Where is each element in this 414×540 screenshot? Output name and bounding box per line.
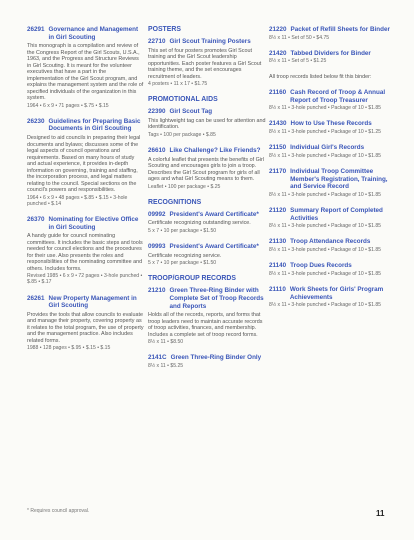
item-title: How to Use These Records [290,120,372,128]
entry-header [148,108,266,116]
item-spec: Tags • 100 per package • $.85 [148,131,216,138]
item-code: 26261 [27,294,45,302]
catalog-entry [269,262,390,277]
item-title: Work Sheets for Girls' Program Achievements [289,286,384,301]
entry-header [269,238,390,246]
entry-header [148,243,266,251]
entry-header [269,262,390,270]
item-title: Individual Girl's Records [290,144,365,152]
item-code: 26230 [27,117,45,125]
entry-header [269,26,390,34]
item-title: Girl Scout Training Posters [169,38,251,45]
item-code: 26291 [27,26,45,33]
item-code: 09993 [148,243,166,251]
item-code: 21420 [269,49,287,57]
item-code: 21430 [269,120,287,128]
item-spec: 1988 • 128 pages • $.95 • $.15 • $.15 [27,345,111,352]
item-description: All troop records listed below fit this binder: [269,73,372,80]
item-title: Cash Record of Troop & Annual Report of Troop Treasurer [290,89,386,104]
catalog-entry [148,287,266,345]
item-description: This set of four posters promotes Girl Scout training and the Girl Scout leadership opportunities. Each poster features a Girl Scout training theme, and the set encourages recruitment of leaders. [148,47,262,80]
entry-header [27,118,144,133]
catalog-entry [148,108,266,138]
column-left [27,26,144,360]
item-spec: 8½ x 11 • 3-hole punched • Package of 10 • $1.85 [269,270,382,277]
entry-header [269,144,390,152]
entry-header [148,147,266,155]
entry-header [269,168,390,191]
column-right [269,26,390,317]
item-title: Troop Attendance Records [290,238,371,246]
section-heading: PROMOTIONAL AIDS [148,96,218,104]
item-code: 26610 [148,147,166,155]
item-spec: 5 x 7 • 10 per package • $1.50 [148,227,217,234]
item-code: 21170 [269,168,287,176]
item-code: 26370 [27,215,45,223]
item-spec: 8½ x 11 • 3-hole punched • Package of 10 • $1.85 [269,105,382,112]
catalog-entry [269,238,390,253]
item-description: This lightweight tag can be used for attention and identification. [148,117,266,131]
item-spec: 1964 • 6 x 9 • 48 pages • $.85 • $.15 • 3-hole punched • $.14 [27,194,128,207]
catalog-entry [269,74,390,81]
section-heading: TROOP/GROUP RECORDS [148,275,236,283]
catalog-entry [269,286,390,308]
item-title: Tabbed Dividers for Binder [290,49,371,57]
entry-header [269,207,390,222]
item-code: 21220 [269,26,287,33]
item-spec: 8½ x 11 • $5.25 [148,363,184,370]
item-spec: 8½ x 11 • Set of 5 • $1.25 [269,58,327,65]
item-spec: 5 x 7 • 10 per package • $1.50 [148,260,217,267]
item-title: President's Award Certificate* [169,243,259,251]
item-title: Troop Dues Records [290,262,352,270]
entry-header [27,26,144,41]
catalog-entry [269,144,390,159]
item-title: Green Three-Ring Binder with Complete Set of Troop Records and Reports [169,287,264,310]
catalog-entry [27,216,144,286]
item-description: Certificate recognizing outstanding service. [148,220,251,227]
item-title: Girl Scout Tag [169,108,213,116]
item-title: Individual Troop Committee Member's Registration, Training, and Service Record [290,168,388,191]
item-title: President's Award Certificate* [169,210,259,218]
item-title: New Property Management in Girl Scouting [48,294,137,310]
item-spec: Leaflet • 100 per package • $.25 [148,183,221,190]
entry-header [269,120,390,128]
item-code: 21160 [269,89,287,97]
item-description: Designed to aid councils in preparing their legal documents and bylaws; discusses some of the legal aspects of council operations and requirements. Based on many hours of study and actual experience, it provides in-depth information on governing, training and staffing, the incorporation process, and legal matters relating to the council. Special sections on the council's powers and responsibilities. [27,135,141,194]
item-title: Like Challenge? Like Friends? [169,147,261,155]
item-code: 21210 [148,287,166,295]
item-code: 22710 [148,38,166,45]
item-title: Nominating for Elective Office in Girl Scouting [48,215,139,231]
item-title: Governance and Management in Girl Scouting [48,26,139,41]
item-spec: 1964 • 6 x 9 • 71 pages • $.75 • $.15 [27,102,109,109]
item-description: A colorful leaflet that presents the benefits of Girl Scouting and encourages girls to join a troop. Describes the Girl Scout program for girls of all ages and what Girl Scouting means to them. [148,156,264,183]
item-code: 2141C [148,354,167,362]
item-title: Packet of Refill Sheets for Binder [290,26,390,33]
item-code: 21130 [269,238,287,246]
entry-header [269,286,390,301]
catalog-entry [269,207,390,229]
item-description: This monograph is a compilation and review of the Congress Report of the Girl Scouts, U.S.A., 1963, and the Progress and Structure Reviews in Girl Scouting. It is meant for the volunteer executives that have a part in the implementation of the Girl Scout program, and explains the management system and the role of specified individuals of the organization in this system. [27,43,144,102]
item-spec: Revised 1985 • 6 x 9 • 72 pages • 3-hole punched • $.85 • $.17 [27,273,143,286]
catalog-entry [148,211,266,234]
item-code: 22390 [148,108,166,116]
catalog-entry [269,26,390,41]
item-code: 21140 [269,262,287,270]
item-spec: 4 posters • 11 x 17 • $1.75 [148,81,208,88]
section-heading: POSTERS [148,26,181,33]
item-spec: 8½ x 11 • Set of 50 • $4.75 [269,34,330,41]
catalog-entry [148,354,266,369]
catalog-entry [148,243,266,266]
item-code: 09992 [148,210,166,218]
item-code: 21150 [269,144,287,152]
item-spec: 8½ x 11 • 3-hole punched • Package of 10 • $1.25 [269,129,382,136]
footnote: * Requires council approval. [27,508,90,514]
entry-header [148,287,266,310]
catalog-entry [148,38,266,87]
item-title: Green Three-Ring Binder Only [170,354,262,362]
section-heading: RECOGNITIONS [148,198,202,206]
item-spec: 8½ x 11 • 3-hole punched • Package of 10 • $1.85 [269,191,382,198]
catalog-entry [27,295,144,352]
entry-header [269,89,390,104]
entry-header [148,211,266,219]
catalog-entry [269,89,390,111]
item-code: 21110 [269,286,286,294]
catalog-entry [27,118,144,207]
item-spec: 8½ x 11 • 3-hole punched • Package of 10 • $1.85 [269,302,382,309]
item-title: Summary Report of Completed Activities [290,207,383,222]
item-spec: 8½ x 11 • 3-hole punched • Package of 10 • $1.85 [269,152,382,159]
entry-header [148,38,266,46]
catalog-entry [148,147,266,190]
item-description: Holds all of the records, reports, and forms that troop leaders need to maintain accurate records of troop activities, finances, and membership. Includes a complete set of troop record forms. [148,312,263,338]
item-description: A handy guide for council nominating committees. It includes the basic steps and tools needed for council elections and the procedures for their use. Also presents the roles and responsibilities of the nominating committee and others. Includes forms. [27,233,143,272]
item-spec: 8½ x 11 • $8.50 [148,339,184,346]
item-description: Certificate recognizing service. [148,252,222,259]
catalog-entry [269,120,390,135]
item-spec: 8½ x 11 • 3-hole punched • Package of 10 • $1.85 [269,247,382,254]
item-code: 21120 [269,207,287,215]
item-description: Provides the tools that allow councils to evaluate and manage their property, covering property as it relates to the total program, the use of property and the management practice. Also includes related forms. [27,311,144,344]
item-title: Guidelines for Preparing Basic Documents in Girl Scouting [48,117,141,133]
catalog-entry [269,168,390,198]
entry-header [269,50,390,58]
catalog-entry [269,50,390,65]
catalog-entry [27,26,144,109]
item-spec: 8½ x 11 • 3-hole punched • Package of 10 • $1.85 [269,223,382,230]
entry-header [148,354,266,362]
entry-header [27,295,144,310]
page-number: 11 [376,509,385,518]
entry-header [27,216,144,231]
column-middle [148,26,266,378]
